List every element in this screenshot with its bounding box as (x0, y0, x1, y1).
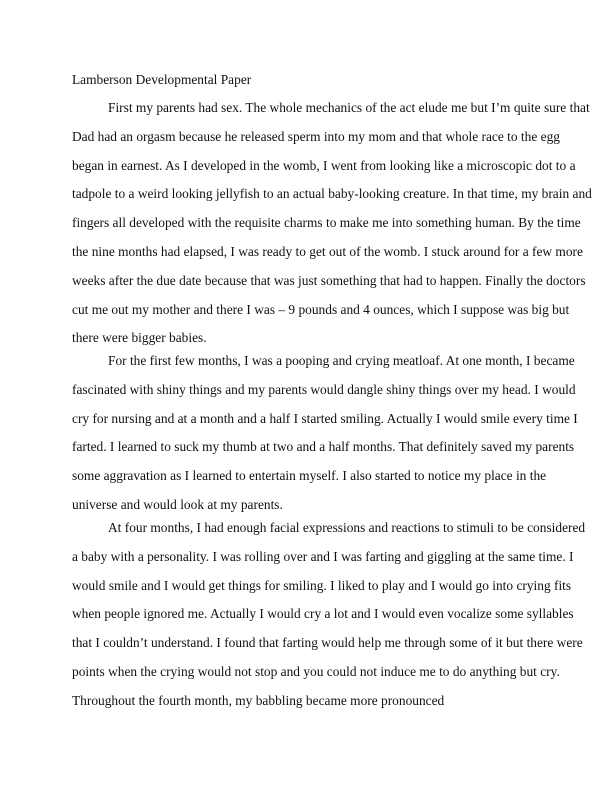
paragraph-line: Dad had an orgasm because he released sperm into my mom and that whole race to the egg (72, 128, 560, 144)
paragraph-line: some aggravation as I learned to entertain myself. I also started to notice my place in the (72, 468, 547, 484)
paragraph-line: universe and would look at my parents. (72, 496, 283, 512)
paragraph (72, 99, 592, 358)
paragraph-line: a baby with a personality. I was rolling over and I was farting and giggling at the same time. I (72, 548, 574, 564)
paragraph (72, 519, 586, 721)
paragraph-line: the nine months had elapsed, I was ready to get out of the womb. I stuck around for a few more (72, 243, 583, 259)
paragraph-line: cut me out my mother and there I was – 9 pounds and 4 ounces, which I suppose was big but (72, 301, 570, 317)
paragraph-line: weeks after the due date because that was just something that had to happen. Finally the doctors (72, 272, 586, 288)
paragraph-line: there were bigger babies. (72, 330, 207, 346)
paragraph-line: would smile and I would get things for smiling. I liked to play and I would go into crying fits (72, 577, 572, 593)
paragraph-line: points when the crying would not stop and you could not induce me to do anything but cry. (72, 663, 560, 679)
paragraph-line: fingers all developed with the requisite charms to make me into something human. By the time (72, 215, 581, 231)
paragraph-line: Throughout the fourth month, my babbling became more pronounced (72, 692, 445, 708)
paragraph-line: began in earnest. As I developed in the womb, I went from looking like a microscopic dot to a (72, 157, 576, 173)
document-title: Lamberson Developmental Paper (72, 72, 252, 87)
paragraph-line: At four months, I had enough facial expressions and reactions to stimuli to be considered (108, 520, 586, 535)
paragraph-line: cry for nursing and at a month and a half I started smiling. Actually I would smile every time I (72, 410, 578, 426)
paragraph-line: farted. I learned to suck my thumb at two and a half months. That definitely saved my parents (72, 439, 575, 455)
paragraph-line: fascinated with shiny things and my parents would dangle shiny things over my head. I would (72, 381, 576, 397)
paragraph-line: For the first few months, I was a pooping and crying meatloaf. At one month, I became (108, 353, 575, 368)
paragraph-line: that I couldn’t understand. I found that farting would help me through some of it but there were (72, 635, 583, 651)
paragraph-line: First my parents had sex. The whole mechanics of the act elude me but I’m quite sure that (108, 100, 590, 115)
paragraph (72, 352, 578, 525)
paragraph-line: when people ignored me. Actually I would cry a lot and I would even vocalize some syllables (72, 606, 574, 622)
paragraph-line: tadpole to a weird looking jellyfish to an actual baby-looking creature. In that time, my brain and (72, 186, 592, 202)
